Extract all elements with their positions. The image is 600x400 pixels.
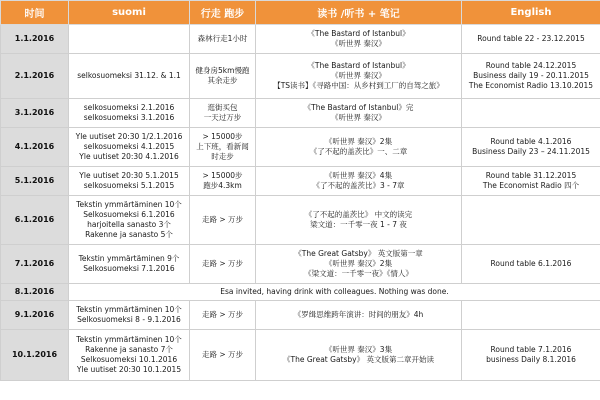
reading-entry: 《听世界 秦汉》: [331, 113, 386, 122]
reading-entry: 《听世界 秦汉》2集: [324, 137, 393, 146]
row-date: 5.1.2016: [1, 167, 69, 196]
row-english: [462, 167, 600, 196]
row-note: Esa invited, having drink with colleagues. Nothing was done.: [69, 284, 600, 301]
reading-entry: 《The Bastard of Istanbul》: [307, 61, 410, 70]
suomi-entry: Tekstin ymmärtäminen 10个: [76, 335, 182, 344]
suomi-entry: selkosuomeksi 5.1.2015: [83, 181, 175, 190]
table-body: [1, 25, 600, 381]
walk-entry: 跑步4.3km: [203, 181, 242, 190]
suomi-entry: Rakenne ja sanasto 7个: [85, 345, 173, 354]
walk-entry: 走路 > 万步: [201, 350, 244, 359]
row-reading: [256, 167, 462, 196]
row-suomi: [69, 54, 190, 99]
header-walk: 行走 跑步: [190, 1, 256, 25]
english-entry: Round table 4.1.2016: [490, 137, 572, 146]
row-suomi: [69, 128, 190, 167]
suomi-entry: Yle uutiset 20:30 5.1.2015: [79, 171, 179, 180]
row-date: 1.1.2016: [1, 25, 69, 54]
row-english: [462, 301, 600, 330]
walk-entry: 时走步: [211, 152, 234, 161]
walk-entry: > 15000步: [202, 132, 243, 141]
row-suomi: [69, 330, 190, 381]
english-entry: Round table 24.12.2015: [485, 61, 577, 70]
row-reading: [256, 245, 462, 284]
reading-entry: 《梁文道：一千零一夜》《情人》: [304, 269, 413, 278]
reading-entry: 《罗缉思维跨年演讲：时间的朋友》4h: [293, 310, 424, 319]
row-walk: [190, 301, 256, 330]
row-walk: [190, 167, 256, 196]
row-suomi: [69, 245, 190, 284]
header-date: 时间: [1, 1, 69, 25]
walk-entry: 逛街买包: [207, 103, 238, 112]
table-row: [1, 99, 600, 128]
reading-entry: 《了不起的盖茨比》 中文的读完: [304, 210, 413, 219]
reading-entry: 《听世界 秦汉》: [331, 39, 386, 48]
row-suomi: [69, 99, 190, 128]
suomi-entry: Tekstin ymmärtäminen 10个: [76, 305, 182, 314]
walk-entry: 走路 > 万步: [201, 310, 244, 319]
reading-entry: 《了不起的盖茨比》一、二章: [309, 147, 408, 156]
english-entry: Round table 6.1.2016: [490, 259, 572, 268]
row-english: [462, 330, 600, 381]
row-date: 2.1.2016: [1, 54, 69, 99]
row-reading: [256, 99, 462, 128]
row-suomi: [69, 25, 190, 54]
row-walk: [190, 99, 256, 128]
walk-entry: 上下班，看新闻: [196, 142, 249, 151]
row-walk: [190, 196, 256, 245]
row-english: [462, 99, 600, 128]
row-walk: [190, 25, 256, 54]
reading-entry: 梁文道：一千零一夜 1 - 7 夜: [310, 220, 407, 229]
english-entry: The Economist Radio 四个: [482, 181, 580, 190]
row-suomi: [69, 301, 190, 330]
reading-entry: 《The Bastard of Istanbul》完: [303, 103, 414, 112]
row-english: [462, 245, 600, 284]
row-reading: [256, 54, 462, 99]
walk-entry: 一天过万步: [203, 113, 242, 122]
suomi-entry: Selkosuomeksi 6.1.2016: [83, 210, 175, 219]
walk-entry: 健身房5km慢跑: [195, 66, 250, 75]
table-row: [1, 284, 600, 301]
row-reading: [256, 330, 462, 381]
suomi-entry: Yle uutiset 20:30 4.1.2016: [79, 152, 179, 161]
row-date: 8.1.2016: [1, 284, 69, 301]
row-english: [462, 54, 600, 99]
row-reading: [256, 301, 462, 330]
header-english: English: [462, 1, 600, 25]
row-english: [462, 128, 600, 167]
row-reading: [256, 25, 462, 54]
english-entry: The Economist Radio 13.10.2015: [468, 81, 594, 90]
table-row: [1, 167, 600, 196]
suomi-entry: selkosuomeksi 4.1.2015: [83, 142, 175, 151]
row-suomi: [69, 196, 190, 245]
english-entry: Round table 22 - 23.12.2015: [477, 34, 585, 43]
walk-entry: 走路 > 万步: [201, 259, 244, 268]
walk-entry: 森林行走1小时: [197, 34, 248, 43]
header-row: [1, 1, 600, 25]
row-reading: [256, 196, 462, 245]
walk-entry: 走路 > 万步: [201, 215, 244, 224]
table-row: [1, 330, 600, 381]
suomi-entry: selkosuomeksi 3.1.2016: [83, 113, 175, 122]
row-date: 7.1.2016: [1, 245, 69, 284]
walk-entry: > 15000步: [202, 171, 243, 180]
row-date: 9.1.2016: [1, 301, 69, 330]
reading-entry: 《The Great Gatsby》 英文版第二章开始读: [283, 355, 434, 364]
table-row: [1, 128, 600, 167]
row-walk: [190, 245, 256, 284]
english-entry: business Daily 8.1.2016: [486, 355, 576, 364]
row-walk: [190, 330, 256, 381]
suomi-entry: Yle uutiset 20:30 1/2.1.2016: [75, 132, 183, 141]
table-row: [1, 245, 600, 284]
reading-entry: 《The Great Gatsby》 英文版第一章: [294, 249, 423, 258]
table-row: [1, 54, 600, 99]
suomi-entry: Yle uutiset 20:30 10.1.2015: [76, 365, 182, 374]
reading-entry: 《听世界 秦汉》4集: [324, 171, 393, 180]
row-date: 6.1.2016: [1, 196, 69, 245]
reading-entry: 【TS读书】《寻路中国：从乡村到工厂的自驾之旅》: [273, 81, 444, 90]
row-walk: [190, 54, 256, 99]
row-date: 3.1.2016: [1, 99, 69, 128]
table-row: [1, 301, 600, 330]
english-entry: Business Daily 23 – 24.11.2015: [472, 147, 590, 156]
row-suomi: [69, 167, 190, 196]
suomi-entry: Tekstin ymmärtäminen 10个: [76, 200, 182, 209]
suomi-entry: harjoitella sanasto 3个: [87, 220, 171, 229]
english-entry: Round table 31.12.2015: [485, 171, 577, 180]
row-date: 4.1.2016: [1, 128, 69, 167]
reading-entry: 《听世界 秦汉》: [331, 71, 386, 80]
row-english: [462, 196, 600, 245]
row-date: 10.1.2016: [1, 330, 69, 381]
row-walk: [190, 128, 256, 167]
english-entry: Business daily 19 - 20.11.2015: [473, 71, 589, 80]
suomi-entry: Tekstin ymmärtäminen 9个: [78, 254, 180, 263]
english-entry: Round table 7.1.2016: [490, 345, 572, 354]
walk-entry: 其余走步: [207, 76, 238, 85]
row-reading: [256, 128, 462, 167]
table-row: [1, 25, 600, 54]
reading-entry: 《听世界 秦汉》3集: [324, 345, 393, 354]
header-reading: 读书 /听书 + 笔记: [256, 1, 462, 25]
suomi-entry: selkosuomeksi 2.1.2016: [83, 103, 175, 112]
header-suomi: suomi: [69, 1, 190, 25]
suomi-entry: selkosuomeksi 31.12. & 1.1: [77, 71, 181, 80]
suomi-entry: Selkosuomeksi 10.1.2016: [80, 355, 178, 364]
table-row: [1, 196, 600, 245]
suomi-entry: Selkosuomeksi 8 - 9.1.2016: [77, 315, 181, 324]
suomi-entry: Rakenne ja sanasto 5个: [85, 230, 173, 239]
suomi-entry: Selkosuomeksi 7.1.2016: [83, 264, 175, 273]
reading-entry: 《The Bastard of Istanbul》: [307, 29, 410, 38]
row-english: [462, 25, 600, 54]
reading-entry: 《了不起的盖茨比》3 - 7章: [312, 181, 405, 190]
reading-entry: 《听世界 秦汉》2集: [324, 259, 393, 268]
